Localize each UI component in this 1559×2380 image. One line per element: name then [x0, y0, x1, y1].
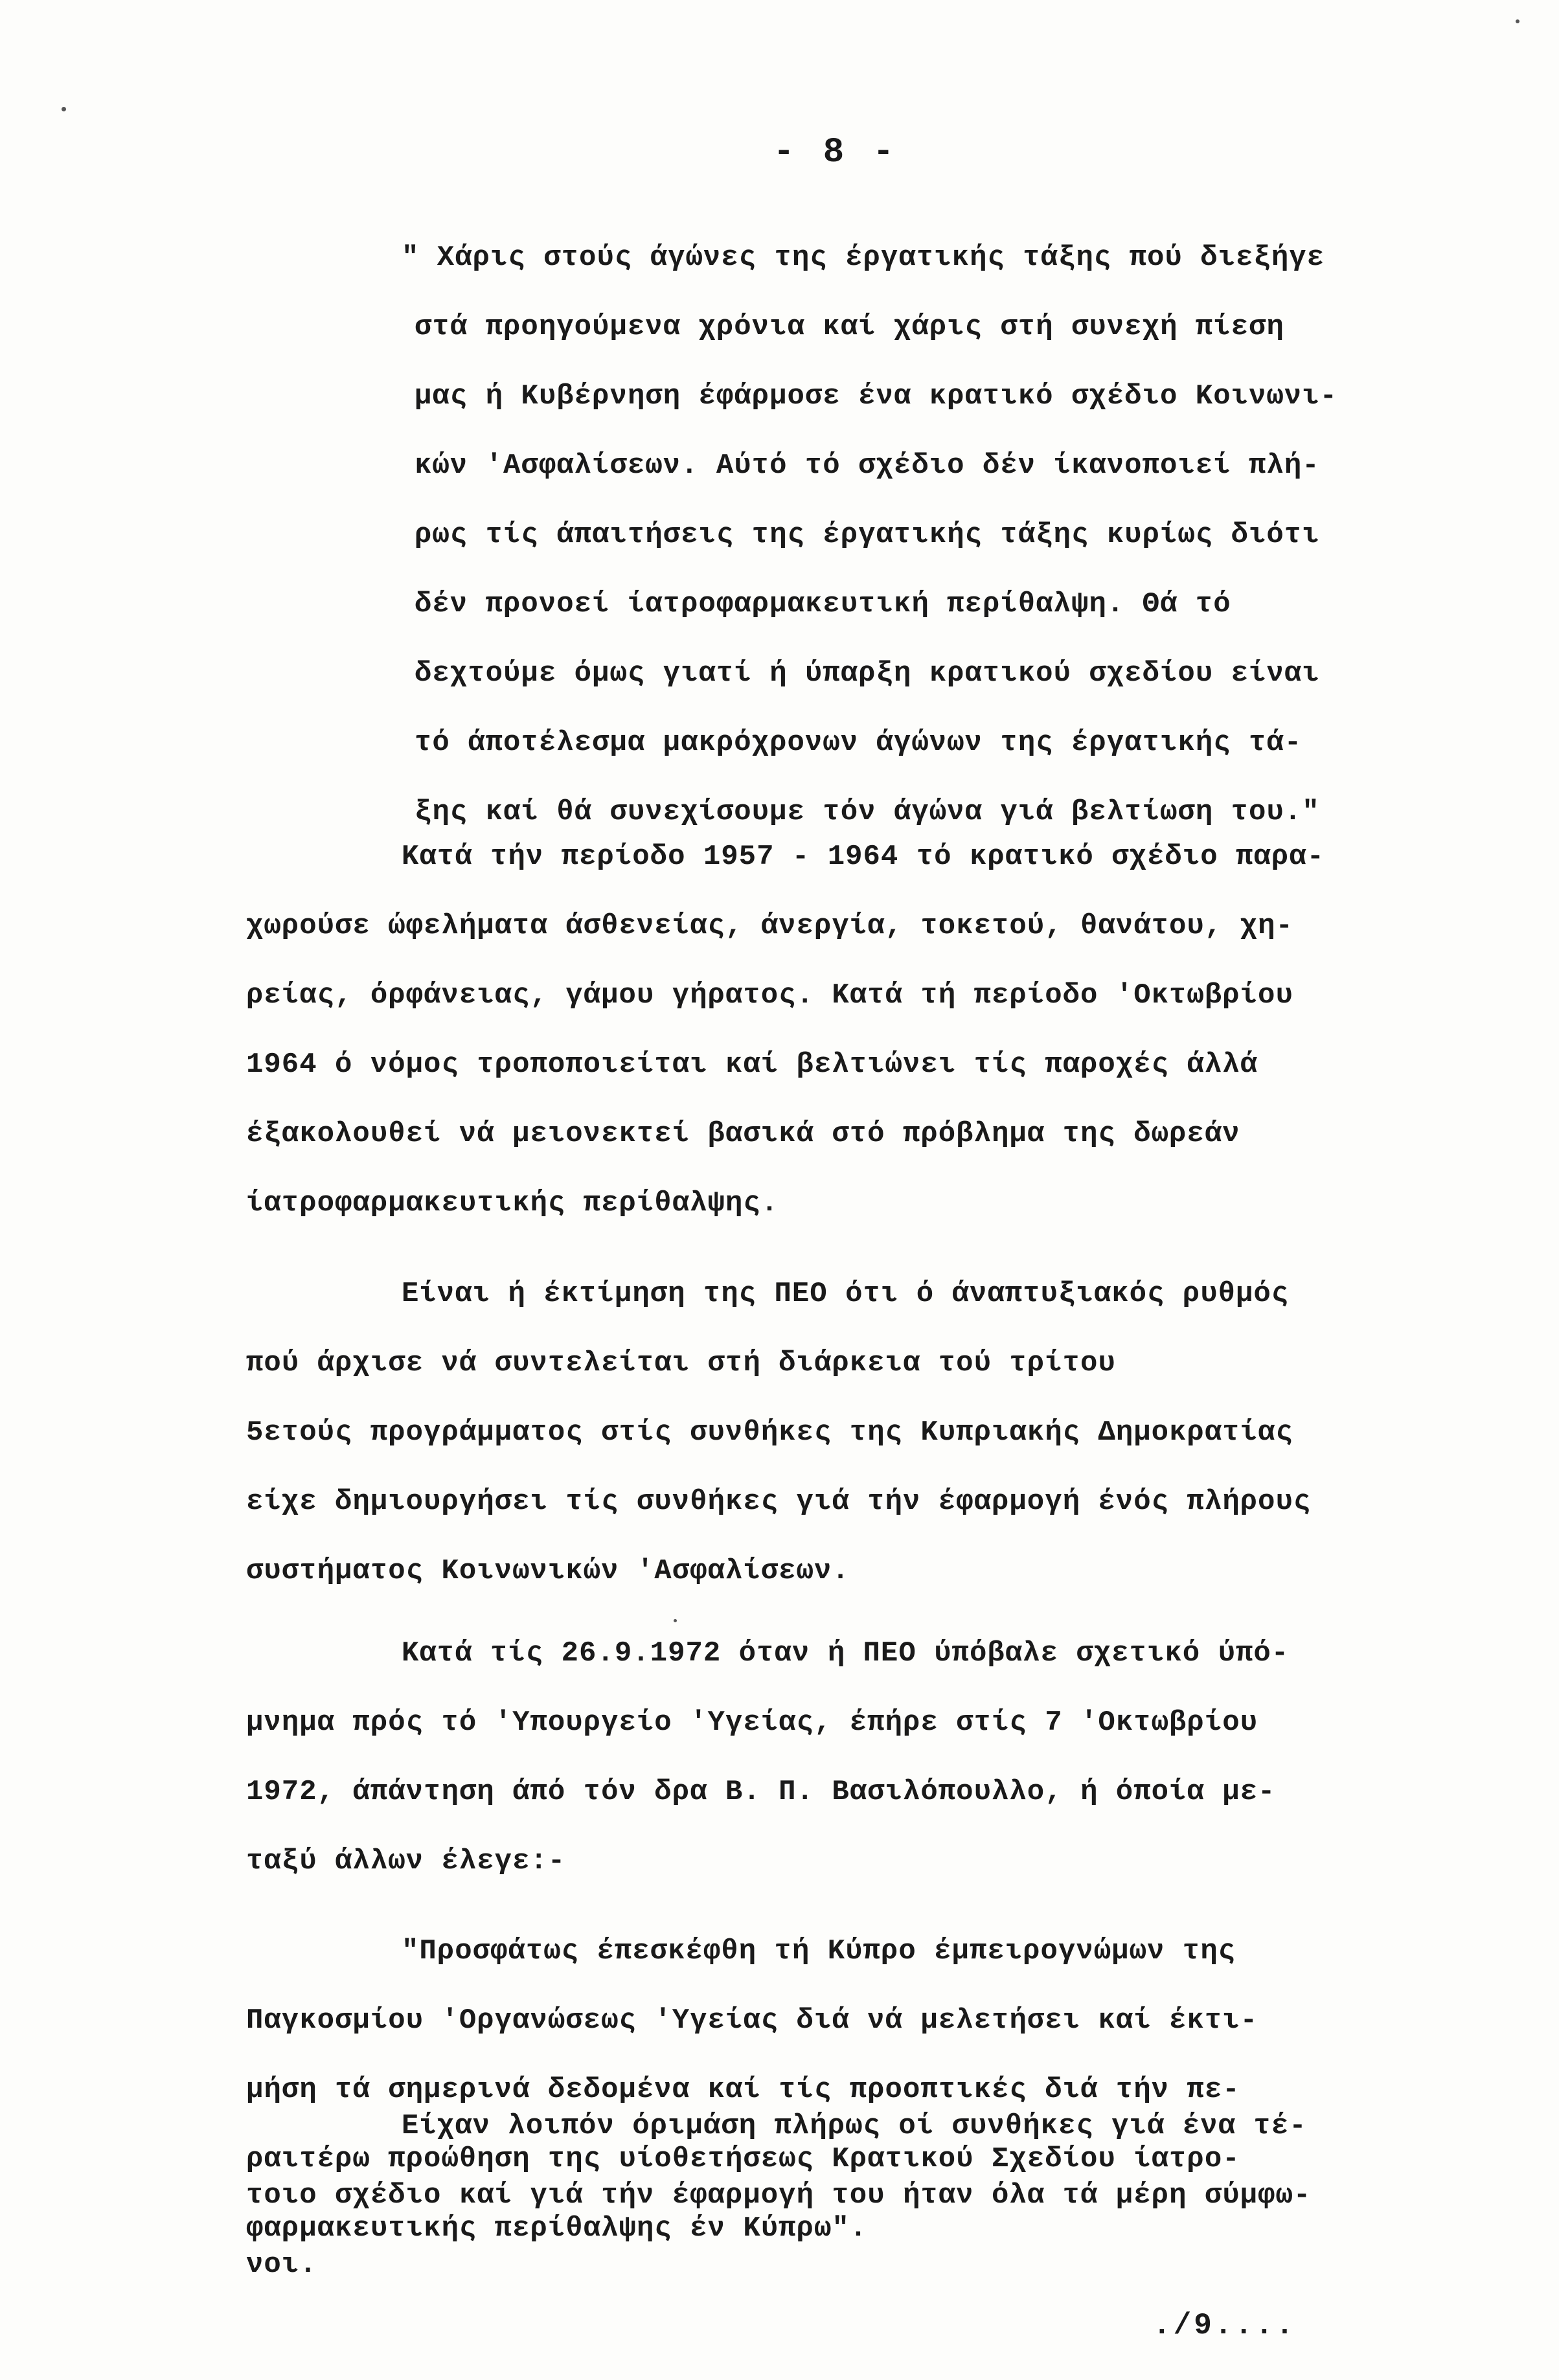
text-line: Είχαν λοιπόν όριμάση πλήρως οί συνθήκες γιά ένα τέ-: [402, 2110, 1307, 2142]
text-line: 5ετούς προγράμματος στίς συνθήκες της Κυπριακής Δημοκρατίας: [246, 1416, 1293, 1449]
scan-speck: [1516, 19, 1519, 23]
text-line: τό άποτέλεσμα μακρόχρονων άγώνων της έργατικής τά-: [415, 727, 1303, 759]
opening-quote: [246, 223, 1412, 847]
text-line: ρείας, όρφάνειας, γάμου γήρατος. Κατά τή περίοδο 'Οκτωβρίου: [246, 979, 1293, 1012]
text-line: "Προσφάτως έπεσκέφθη τή Κύπρο έμπειρογνώμων της: [402, 1935, 1236, 1967]
text-line: ραιτέρω προώθηση της υίοθετήσεως Κρατικού Σχεδίου ίατρο-: [246, 2143, 1240, 2175]
text-line: δεχτούμε όμως γιατί ή ύπαρξη κρατικού σχεδίου είναι: [415, 657, 1320, 690]
paragraph-peo-assessment: [246, 1260, 1412, 1606]
text-line: μας ή Κυβέρνηση έφάρμοσε ένα κρατικό σχέδιο Κοινωνι-: [415, 380, 1338, 413]
text-line: μήση τά σημερινά δεδομένα καί τίς προοπτικές διά τήν πε-: [246, 2074, 1240, 2106]
page-number: - 8 -: [773, 133, 898, 172]
text-line: ρως τίς άπαιτήσεις της έργατικής τάξης κυρίως διότι: [415, 519, 1320, 551]
text-line: 1972, άπάντηση άπό τόν δρα Β. Π. Βασιλόπουλλο, ή όποία με-: [246, 1776, 1276, 1808]
text-line: ίατροφαρμακευτικής περίθαλψης.: [246, 1187, 779, 1219]
text-line: ξης καί θά συνεχίσουμε τόν άγώνα γιά βελτίωση του.": [415, 796, 1320, 828]
text-line: φαρμακευτικής περίθαλψης έν Κύπρω".: [246, 2212, 868, 2245]
paragraph-conclusion: [246, 2092, 1412, 2300]
text-line: στά προηγούμενα χρόνια καί χάρις στή συνεχή πίεση: [415, 311, 1284, 343]
text-line: συστήματος Κοινωνικών 'Ασφαλίσεων.: [246, 1555, 850, 1587]
text-line: νοι.: [246, 2249, 317, 2281]
scan-speck: [62, 107, 66, 111]
text-line: κών 'Ασφαλίσεων. Αύτό τό σχέδιο δέν ίκανοποιεί πλή-: [415, 449, 1320, 482]
text-line: 1964 ό νόμος τροποποιείται καί βελτιώνει τίς παροχές άλλά: [246, 1048, 1258, 1081]
text-line: Κατά τίς 26.9.1972 όταν ή ΠΕΟ ύπόβαλε σχετικό ύπό-: [402, 1637, 1290, 1670]
text-line: είχε δημιουργήσει τίς συνθήκες γιά τήν έφαρμογή ένός πλήρους: [246, 1486, 1312, 1518]
text-line: Κατά τήν περίοδο 1957 - 1964 τό κρατικό σχέδιο παρα-: [402, 841, 1325, 873]
text-line: πού άρχισε νά συντελείται στή διάρκεια τού τρίτου: [246, 1347, 1116, 1379]
text-line: έξακολουθεί νά μειονεκτεί βασικά στό πρόβλημα της δωρεάν: [246, 1118, 1240, 1150]
text-line: " Χάρις στούς άγώνες της έργατικής τάξης πού διεξήγε: [402, 242, 1325, 274]
text-line: τοιο σχέδιο καί γιά τήν έφαρμογή του ήταν όλα τά μέρη σύμφω-: [246, 2179, 1312, 2212]
text-line: ταξύ άλλων έλεγε:-: [246, 1845, 566, 1877]
text-line: Παγκοσμίου 'Οργανώσεως 'Υγείας διά νά μελετήσει καί έκτι-: [246, 2004, 1258, 2037]
text-line: μνημα πρός τό 'Υπουργείο 'Υγείας, έπήρε στίς 7 'Οκτωβρίου: [246, 1706, 1258, 1739]
continuation-marker: ./9....: [1153, 2309, 1297, 2342]
text-line: δέν προνοεί ίατροφαρμακευτική περίθαλψη. Θά τό: [415, 588, 1231, 620]
paragraph-insurance-period: [246, 822, 1412, 1238]
text-line: Είναι ή έκτίμηση της ΠΕΟ ότι ό άναπτυξιακός ρυθμός: [402, 1278, 1290, 1310]
text-line: χωρούσε ώφελήματα άσθενείας, άνεργία, τοκετού, θανάτου, χη-: [246, 910, 1293, 942]
paragraph-memorandum: [246, 1619, 1412, 1896]
